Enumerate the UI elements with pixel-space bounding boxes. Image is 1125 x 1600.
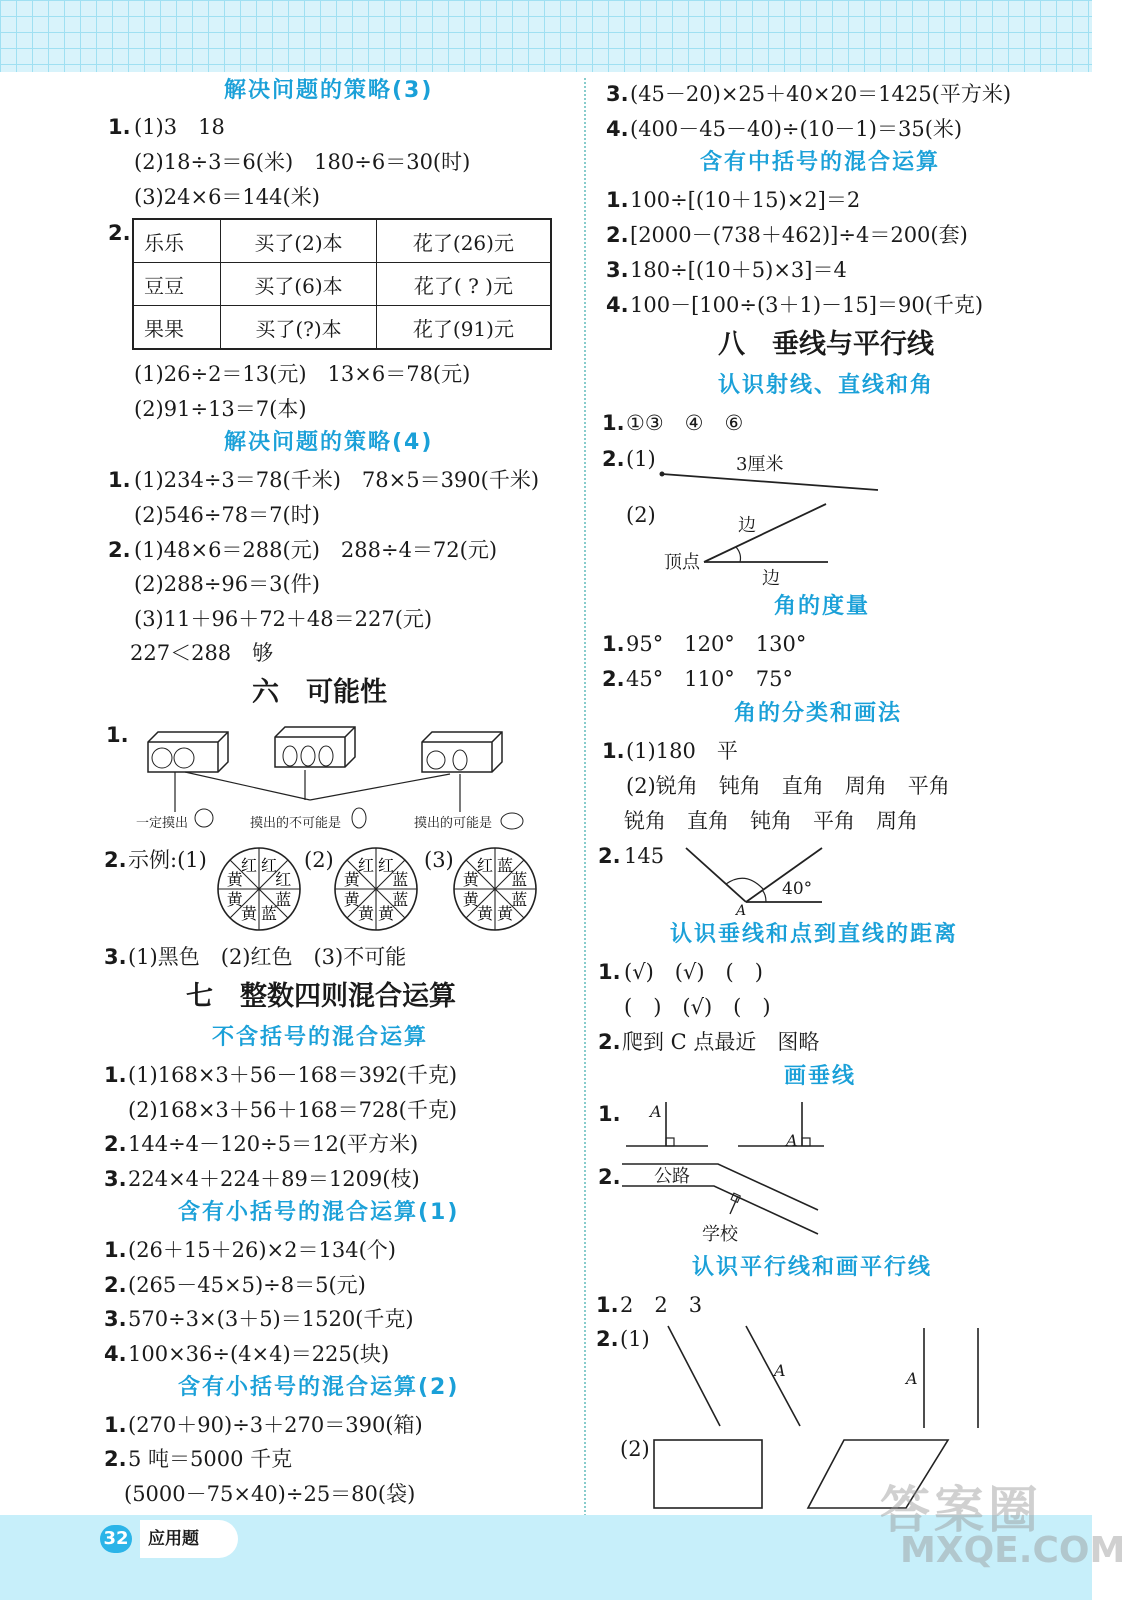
road-label: 公路 <box>654 1166 690 1187</box>
table-row <box>133 263 551 306</box>
question-number: 4. <box>104 1342 127 1366</box>
question-number: 1. <box>606 188 629 212</box>
answer-line: (2)288÷96＝3(件) <box>134 572 320 596</box>
table-cell: 买了(?)本 <box>221 306 377 350</box>
watermark-logo: 答案圈 <box>880 1481 1042 1539</box>
answer-line: 爬到 C 点最近 图略 <box>622 1030 820 1054</box>
section-title: 角的分类和画法 <box>734 701 903 726</box>
spinner-wheels <box>212 844 552 934</box>
answer-line: (45－20)×25＋40×20＝1425(平方米) <box>630 82 1012 106</box>
answer-line: (2)锐角 钝角 直角 周角 平角 <box>626 774 950 798</box>
answer-line: (1) <box>626 447 656 471</box>
table-cell: 买了(2)本 <box>221 219 377 263</box>
angle-degree-label: 40° <box>782 879 813 899</box>
question-number: 2. <box>104 1132 127 1156</box>
answer-line: 95° 120° 130° <box>626 632 807 656</box>
section-title: 含有中括号的混合运算 <box>700 150 941 175</box>
answer-line: (5000－75×40)÷25＝80(袋) <box>124 1482 416 1506</box>
label-impossible: 摸出的不可能是 <box>250 816 342 831</box>
question-number: 1. <box>596 1293 619 1317</box>
question-number: 4. <box>606 117 629 141</box>
answer-line: (1)234÷3＝78(千米) 78×5＝390(千米) <box>134 468 540 492</box>
section-title: 认识射线、直线和角 <box>718 373 935 398</box>
answer-line: (1)26÷2＝13(元) 13×6＝78(元) <box>134 362 471 386</box>
question-number: 1. <box>106 723 129 747</box>
wheel-sector-label: 黄 <box>476 904 493 924</box>
answer-line: (2) <box>620 1437 650 1461</box>
box-icon-1 <box>148 732 228 772</box>
peach-icon <box>501 813 523 829</box>
page-footer-label: 应用题 <box>140 1520 238 1558</box>
purchase-table <box>132 218 552 350</box>
point-label: A <box>650 1102 662 1121</box>
wheel-sector-label: 蓝 <box>392 869 409 889</box>
edge-label: 边 <box>738 515 756 536</box>
section-title: 角的度量 <box>774 594 871 619</box>
vertex-label: 顶点 <box>664 552 700 573</box>
question-number: 1. <box>108 115 131 139</box>
pear-icon <box>352 808 366 828</box>
question-number: 2. <box>598 844 621 868</box>
answer-line: (2)546÷78＝7(时) <box>134 503 320 527</box>
wheel-sector-label: 蓝 <box>497 855 514 875</box>
wheel-sector-label: 黄 <box>357 904 374 924</box>
answer-line: (2)91÷13＝7(本) <box>134 397 307 421</box>
question-number: 1. <box>104 1238 127 1262</box>
table-cell: 买了(6)本 <box>221 263 377 306</box>
wheel-sector-label: 黄 <box>462 869 479 889</box>
parallel-lines-drawing <box>664 1322 994 1432</box>
wheel-sector-label: 黄 <box>497 904 514 924</box>
question-number: 3. <box>104 945 127 969</box>
top-decorative-grid-band <box>0 0 1092 72</box>
wheel-sector-label: 黄 <box>343 890 360 910</box>
question-number: 2. <box>602 667 625 691</box>
answer-line: 2 2 3 <box>620 1293 703 1317</box>
answer-line: (1)168×3＋56－168＝392(千克) <box>128 1063 458 1087</box>
section-title: 画垂线 <box>784 1064 857 1089</box>
section-title: 解决问题的策略(4) <box>224 430 434 455</box>
wheel-sector-label: 蓝 <box>511 869 528 889</box>
question-number: 2. <box>598 1165 621 1189</box>
wheel-sector-label: 蓝 <box>392 890 409 910</box>
wheel-sector-label: 黄 <box>226 869 243 889</box>
answer-line: (2) <box>304 848 334 872</box>
answer-line: 45° 110° 75° <box>626 667 794 691</box>
question-number: 1. <box>104 1063 127 1087</box>
question-number: 3. <box>606 82 629 106</box>
answer-line: 100－[100÷(3＋1)－15]＝90(千克) <box>630 293 984 317</box>
apple-icon <box>195 809 213 827</box>
wheel-sector-label: 蓝 <box>511 890 528 910</box>
answer-line: 180÷[(10＋5)×3]＝4 <box>630 258 847 282</box>
wheel-sector-label: 红 <box>378 855 395 875</box>
edge-label: 边 <box>762 568 780 589</box>
question-number: 2. <box>108 538 131 562</box>
watermark-url: MXQE.COM <box>900 1530 1125 1571</box>
column-divider <box>584 78 586 1568</box>
question-number: 1. <box>104 1413 127 1437</box>
question-number: 1. <box>598 960 621 984</box>
wheel-sector-label: 黄 <box>378 904 395 924</box>
chapter-title: 八 垂线与平行线 <box>718 329 934 360</box>
table-row <box>133 306 551 350</box>
question-number: 2. <box>104 1447 127 1471</box>
answer-line: (1) <box>620 1327 650 1351</box>
answer-line: (1)48×6＝288(元) 288÷4＝72(元) <box>134 538 498 562</box>
section-title: 认识垂线和点到直线的距离 <box>670 922 959 947</box>
question-number: 2. <box>108 221 131 245</box>
point-label: A <box>774 1361 786 1380</box>
wheel-sector-label: 红 <box>261 855 278 875</box>
answer-line: (3) <box>424 848 454 872</box>
answer-line: 144÷4－120÷5＝12(平方米) <box>128 1132 419 1156</box>
question-number: 2. <box>596 1327 619 1351</box>
answer-line: 100÷[(10＋15)×2]＝2 <box>630 188 861 212</box>
school-label: 学校 <box>702 1224 738 1245</box>
question-number: 1. <box>598 1102 621 1126</box>
answer-line: 示例:(1) <box>128 848 207 872</box>
point-label: A <box>906 1369 918 1388</box>
wheel-sector-label: 黄 <box>343 869 360 889</box>
table-cell: 花了(91)元 <box>376 306 551 350</box>
label-possible: 摸出的可能是 <box>414 816 493 831</box>
answer-line: (1)180 平 <box>626 739 738 763</box>
question-number: 1. <box>108 468 131 492</box>
answer-line: (265－45×5)÷8＝5(元) <box>128 1273 366 1297</box>
chapter-title: 六 可能性 <box>252 677 387 708</box>
question-number: 2. <box>104 1273 127 1297</box>
answer-line: (3)11＋96＋72＋48＝227(元) <box>134 607 433 631</box>
answer-line: (2)168×3＋56＋168＝728(千克) <box>128 1098 458 1122</box>
section-title: 解决问题的策略(3) <box>224 78 434 103</box>
question-number: 2. <box>598 1030 621 1054</box>
question-number: 4. <box>606 293 629 317</box>
section-title: 不含括号的混合运算 <box>212 1025 429 1050</box>
section-title: 含有小括号的混合运算(1) <box>178 1200 460 1225</box>
answer-line: 100×36÷(4×4)＝225(块) <box>128 1342 390 1366</box>
answer-line: (270＋90)÷3＋270＝390(箱) <box>128 1413 423 1437</box>
wheel-sector-label: 红 <box>357 855 374 875</box>
section-title: 认识平行线和画平行线 <box>692 1255 933 1280</box>
label-certain: 一定摸出 <box>136 816 189 831</box>
wheel-sector-label: 红 <box>476 855 493 875</box>
table-row <box>133 219 551 263</box>
wheel-sector-label: 红 <box>240 855 257 875</box>
question-number: 3. <box>104 1307 127 1331</box>
answer-line: ( ) (√) ( ) <box>624 995 771 1019</box>
answer-line: [2000－(738＋462)]÷4＝200(套) <box>630 223 968 247</box>
wheel-sector-label: 黄 <box>462 890 479 910</box>
wheel-sector-label: 蓝 <box>261 904 278 924</box>
question-number: 1. <box>602 632 625 656</box>
wheel-sector-label: 黄 <box>240 904 257 924</box>
spinner-wheel <box>218 848 300 930</box>
wheel-sector-label: 黄 <box>226 890 243 910</box>
answer-line: 5 吨＝5000 千克 <box>128 1447 293 1471</box>
answer-line: (26＋15＋26)×2＝134(个) <box>128 1238 396 1262</box>
table-cell: 果果 <box>133 306 221 350</box>
answer-line: 锐角 直角 钝角 平角 周角 <box>624 809 918 833</box>
wheel-sector-label: 蓝 <box>275 890 292 910</box>
question-number: 3. <box>606 258 629 282</box>
answer-line: (3)24×6＝144(米) <box>134 185 320 209</box>
question-number: 3. <box>104 1167 127 1191</box>
answer-line: 224×4＋224＋89＝1209(枝) <box>128 1167 420 1191</box>
ray-length-label: 3厘米 <box>736 454 784 475</box>
point-label: A <box>786 1131 798 1150</box>
answer-line: (2)18÷3＝6(米) 180÷6＝30(时) <box>134 150 471 174</box>
table-cell: 豆豆 <box>133 263 221 306</box>
answer-line: ①③ ④ ⑥ <box>626 411 744 435</box>
question-number: 1. <box>602 411 625 435</box>
ray-drawing <box>658 470 888 500</box>
question-number: 2. <box>104 848 127 872</box>
question-number: 2. <box>606 223 629 247</box>
chapter-title: 七 整数四则混合运算 <box>186 981 456 1012</box>
answer-line: (400－45－40)÷(10－1)＝35(米) <box>630 117 963 141</box>
point-label: A <box>736 903 747 919</box>
box-icon-2 <box>275 727 355 767</box>
spinner-wheel <box>335 848 417 930</box>
table-cell: 花了(26)元 <box>376 219 551 263</box>
section-title: 含有小括号的混合运算(2) <box>178 1375 460 1400</box>
answer-line: 227＜288 够 <box>130 641 274 665</box>
wheel-sector-label: 红 <box>275 869 292 889</box>
box-icon-3 <box>422 732 502 772</box>
answer-line: 570÷3×(3＋5)＝1520(千克) <box>128 1307 414 1331</box>
answer-line: (2) <box>626 503 656 527</box>
answer-line: (√) (√) ( ) <box>624 960 763 984</box>
answer-line: (1)黑色 (2)红色 (3)不可能 <box>128 945 407 969</box>
spinner-wheel <box>454 848 536 930</box>
angle-parts-drawing <box>698 498 838 573</box>
answer-line: (1)3 18 <box>134 115 225 139</box>
table-cell: 乐乐 <box>133 219 221 263</box>
answer-line: 145 <box>624 844 665 868</box>
table-cell: 花了( ? )元 <box>376 263 551 306</box>
question-number: 2. <box>602 447 625 471</box>
page-number: 32 <box>100 1525 132 1553</box>
question-number: 1. <box>602 739 625 763</box>
